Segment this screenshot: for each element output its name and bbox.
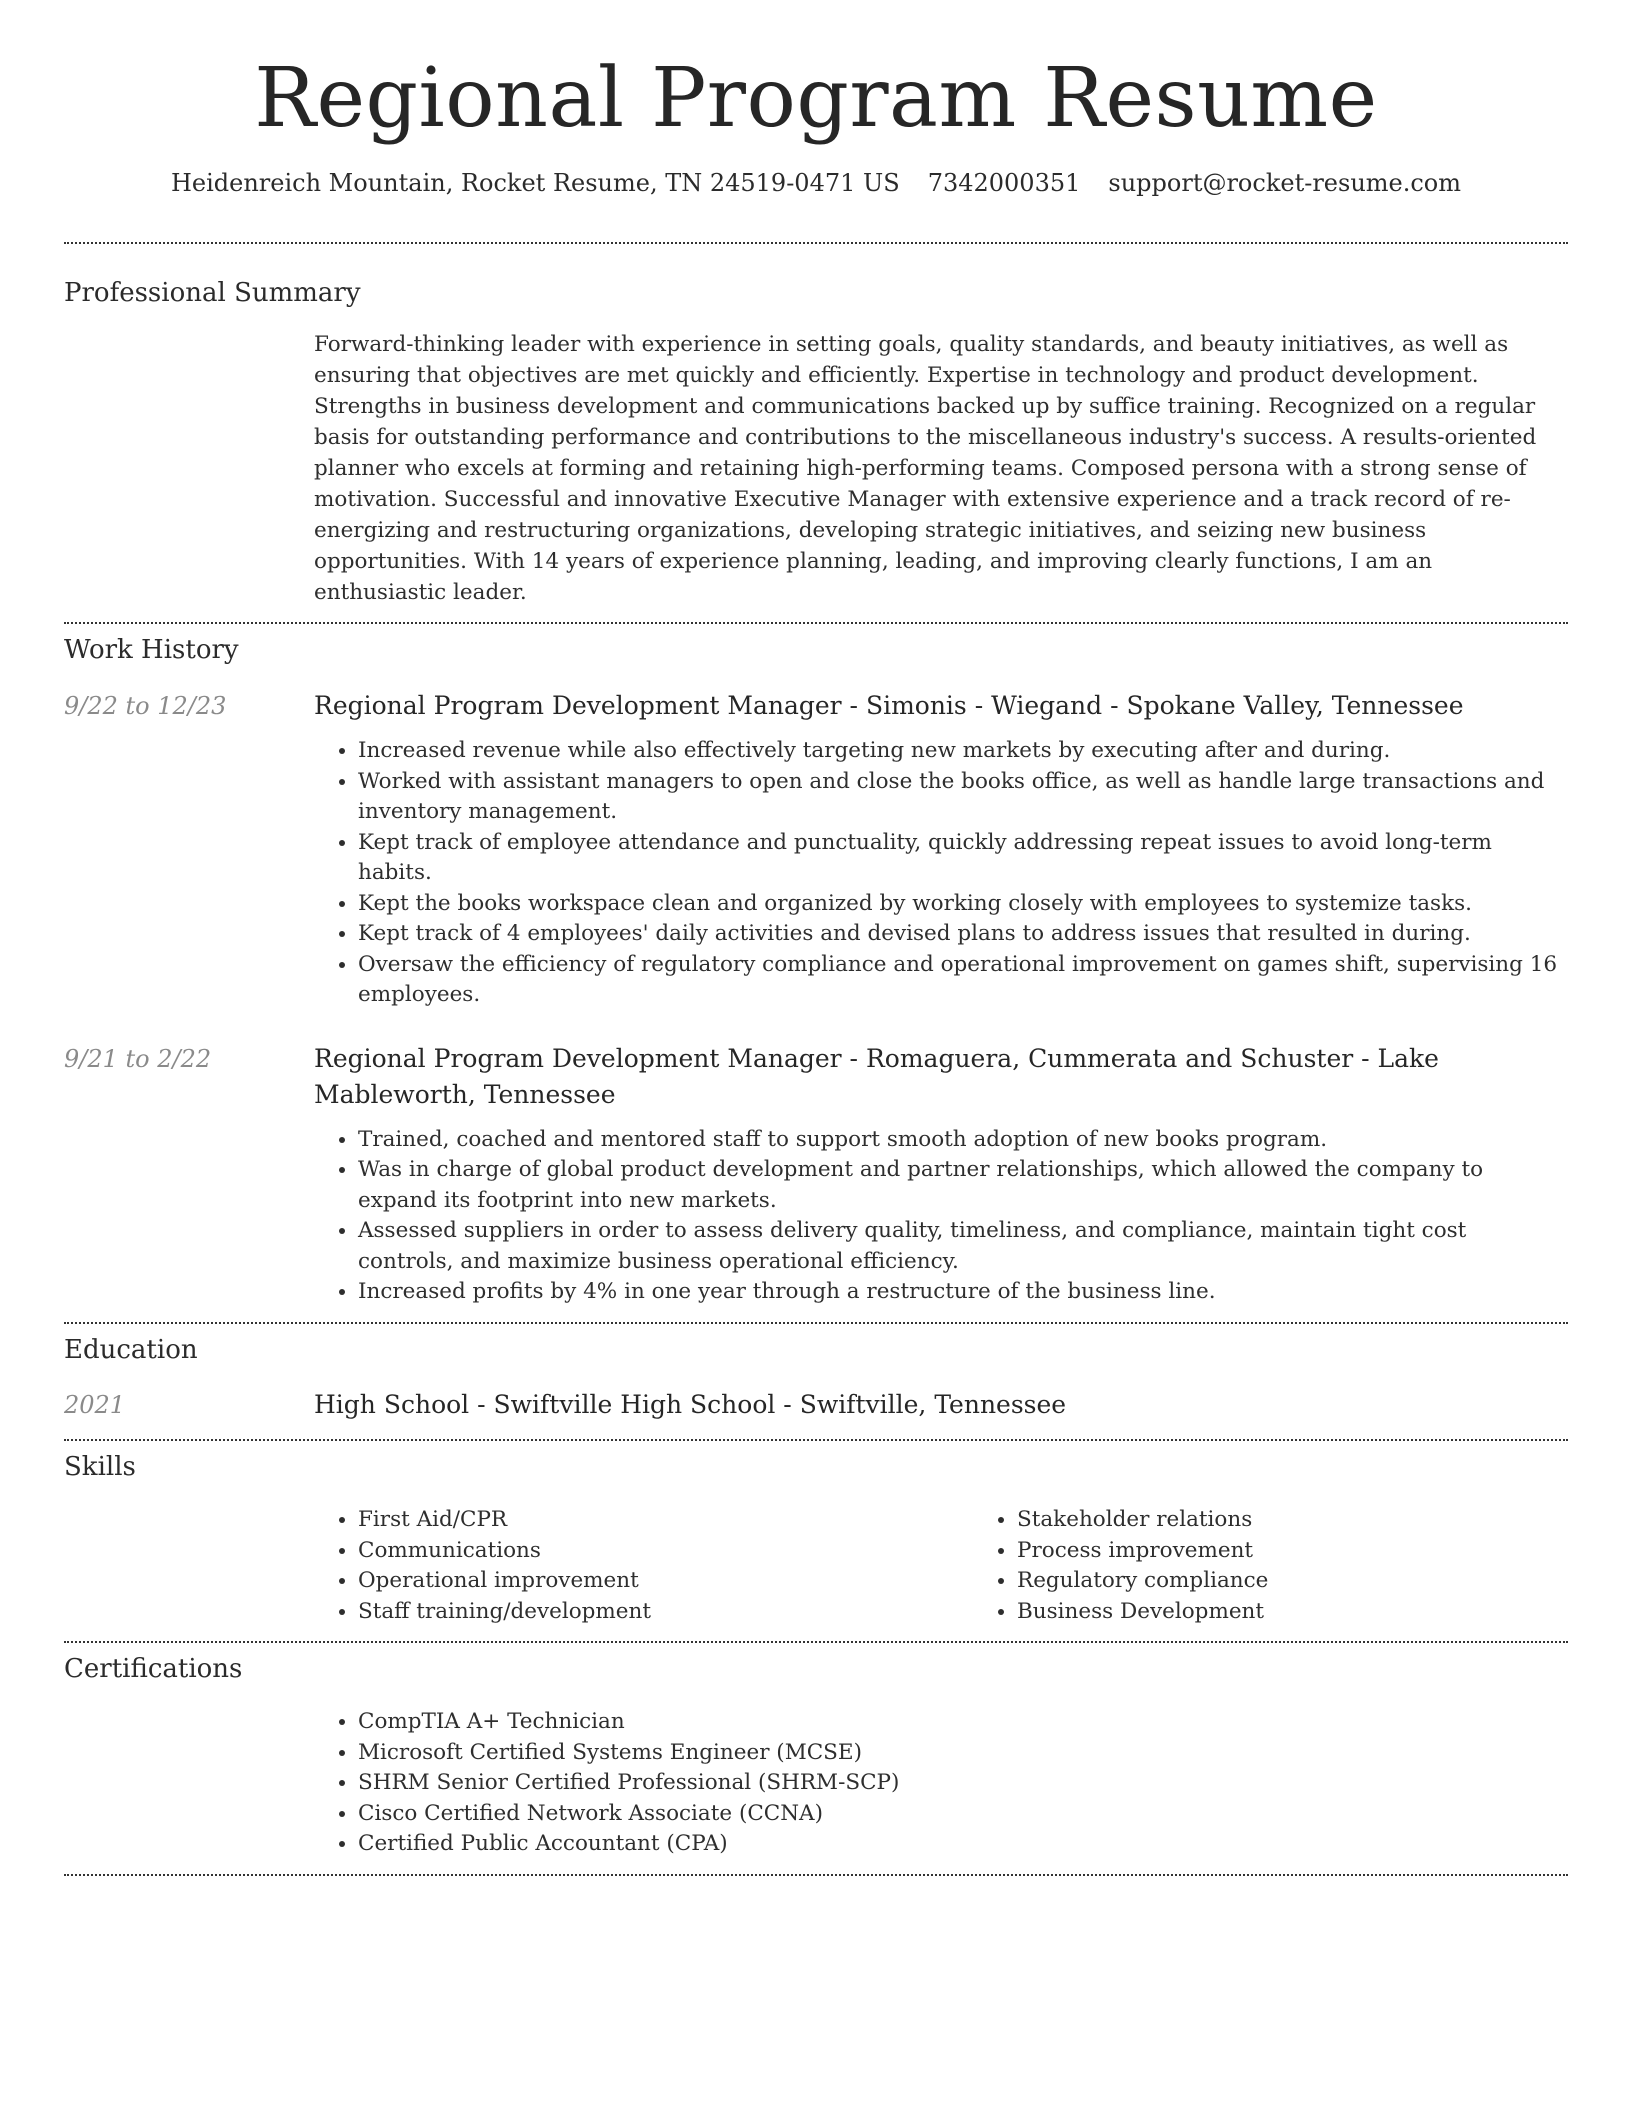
job-dates: 9/21 to 2/22	[64, 1044, 212, 1073]
list-item: • Kept track of employee attendance and punctuality, quickly addressing repeat issues to avoid long-term habits.	[358, 828, 1568, 889]
section-title-work-history: Work History	[64, 635, 239, 666]
list-item: • Was in charge of global product development and partner relationships, which allowed the company to expand its footprint into new markets.	[358, 1155, 1568, 1216]
list-item: • Certified Public Accountant (CPA)	[358, 1829, 1568, 1860]
list-item: • Stakeholder relations	[1017, 1505, 1632, 1536]
section-title-skills: Skills	[64, 1452, 136, 1483]
job-dates: 9/22 to 12/23	[64, 692, 227, 721]
list-item: • Kept track of 4 employees' daily activities and devised plans to address issues that resulted in during.	[358, 919, 1568, 950]
contact-line	[64, 168, 1568, 199]
section-title-summary: Professional Summary	[64, 277, 361, 308]
section-title-education: Education	[64, 1334, 198, 1365]
list-item: • Business Development	[1017, 1597, 1632, 1628]
summary-text: Forward-thinking leader with experience in setting goals, quality standards, and beauty initiatives, as well as ensuring that objectives are met quickly and efficiently. Expertise in technology and product development. Strengths in business development and communications backed up by suffice training. Recognized on a regular basis for outstanding performance and contributions to the miscellaneous industry's success. A results-oriented planner who excels at forming and retaining high-performing teams. Composed persona with a strong sense of motivation. Successful and innovative Executive Manager with extensive experience and a track record of re-energizing and restructuring organizations, developing strategic initiatives, and seizing new business opportunities. With 14 years of experience planning, leading, and improving clearly functions, I am an enthusiastic leader.	[314, 332, 1537, 606]
list-item: • Communications	[358, 1536, 973, 1567]
list-item: • Operational improvement	[358, 1566, 973, 1597]
contact-email: support@rocket-resume.com	[1108, 169, 1462, 198]
education-section	[64, 1324, 1568, 1424]
list-item: • CompTIA A+ Technician	[358, 1707, 1568, 1738]
contact-phone: 7342000351	[927, 169, 1081, 198]
job-entry	[64, 688, 1568, 1011]
skills-section	[64, 1441, 1568, 1627]
list-item: • Staff training/development	[358, 1597, 973, 1628]
education-year: 2021	[64, 1391, 126, 1420]
job-bullets	[314, 736, 1568, 1011]
contact-address: Heidenreich Mountain, Rocket Resume, TN 24519-0471 US	[170, 169, 900, 198]
section-title-certifications: Certifications	[64, 1654, 243, 1685]
list-item: • Trained, coached and mentored staff to support smooth adoption of new books program.	[358, 1125, 1568, 1156]
list-item: • Process improvement	[1017, 1536, 1632, 1567]
list-item: • Increased profits by 4% in one year through a restructure of the business line.	[358, 1277, 1568, 1308]
certifications-section	[64, 1643, 1568, 1859]
skills-list-right	[973, 1505, 1632, 1627]
education-entry	[64, 1387, 1568, 1423]
job-title: Regional Program Development Manager - Simonis - Wiegand - Spokane Valley, Tennessee	[314, 691, 1464, 721]
page-title: Regional Program Resume	[254, 51, 1378, 146]
list-item: • Microsoft Certified Systems Engineer (MCSE)	[358, 1738, 1568, 1769]
education-title: High School - Swiftville High School - Swiftville, Tennessee	[314, 1390, 1067, 1420]
divider	[64, 1874, 1568, 1876]
list-item: • Increased revenue while also effectively targeting new markets by executing after and during.	[358, 736, 1568, 767]
list-item: • Worked with assistant managers to open and close the books office, as well as handle large transactions and inventory management.	[358, 767, 1568, 828]
list-item: • Kept the books workspace clean and organized by working closely with employees to systemize tasks.	[358, 889, 1568, 920]
work-history-section	[64, 624, 1568, 1307]
job-bullets	[314, 1125, 1568, 1308]
list-item: • SHRM Senior Certified Professional (SHRM-SCP)	[358, 1768, 1568, 1799]
resume-page	[64, 0, 1568, 1876]
list-item: • Oversaw the efficiency of regulatory compliance and operational improvement on games shift, supervising 16 employees.	[358, 950, 1568, 1011]
list-item: • Assessed suppliers in order to assess delivery quality, timeliness, and compliance, maintain tight cost controls, and maximize business operational efficiency.	[358, 1216, 1568, 1277]
list-item: • Cisco Certified Network Associate (CCNA)	[358, 1799, 1568, 1830]
job-entry	[64, 1041, 1568, 1308]
job-title: Regional Program Development Manager - Romaguera, Cummerata and Schuster - Lake Mableworth, Tennessee	[314, 1043, 1439, 1109]
certifications-list	[314, 1707, 1568, 1860]
skills-list-left	[314, 1505, 973, 1627]
list-item: • First Aid/CPR	[358, 1505, 973, 1536]
list-item: • Regulatory compliance	[1017, 1566, 1632, 1597]
summary-section	[64, 244, 1568, 609]
